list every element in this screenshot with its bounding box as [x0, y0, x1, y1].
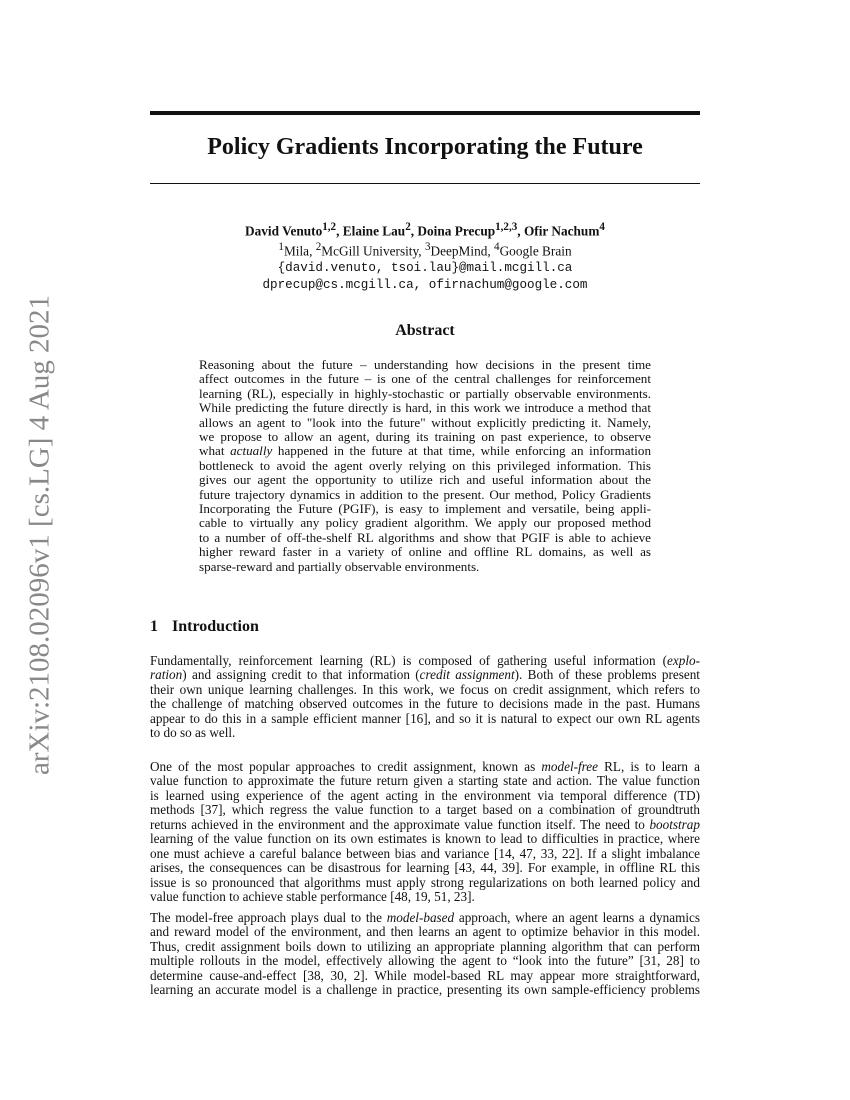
section-number: 1	[150, 618, 158, 635]
text-span: One of the most popular approaches to credit assignment, known as	[150, 759, 542, 774]
text-line	[199, 372, 651, 386]
text-line	[199, 560, 651, 574]
emphasis-text: actually	[230, 443, 273, 459]
text-span: is learned using experience of the agent acting in the environment via temporal difference (TD)	[150, 787, 700, 803]
text-line	[199, 416, 651, 430]
author-names: David Venuto$^{1,2}$, Elaine Lau$^2$, Doina Precup$^{1,2,3}$, Ofir Nachum$^4$	[245, 221, 605, 239]
text-line	[150, 668, 700, 682]
text-line	[150, 954, 700, 968]
text-span: learning (RL), especially in highly-stochastic or partially observable environments.	[199, 385, 651, 401]
affiliation-mark: 2	[315, 241, 322, 254]
text-span: future trajectory dynamics in addition to the present. Our method, Policy Gradients	[199, 486, 651, 502]
text-line	[199, 401, 651, 415]
text-line	[199, 430, 651, 444]
body-paragraph	[150, 911, 700, 998]
affiliation-mark: 4	[494, 241, 500, 254]
text-span: Reasoning about the future – understanding how decisions in the present time	[199, 357, 651, 372]
text-span: what	[199, 443, 231, 459]
affiliation-mark: 3	[424, 241, 431, 254]
text-line	[150, 911, 700, 925]
author-affiliation-mark: 4	[599, 221, 605, 233]
text-span: and reward model of the environment, and then learns an agent to optimize behavior in this model.	[150, 924, 700, 940]
text-span: to a number of off-the-shelf RL algorithms and show that PGIF is able to achieve	[199, 529, 651, 545]
text-span: appear to do this in a sample efficient manner [16], and so it is natural to expect our own RL agents	[150, 710, 700, 726]
text-span: Thus, credit assignment boils down to utilizing an appropriate planning algorithm that can perform	[150, 938, 700, 954]
text-span: happened in the future at that time, while enforcing an information	[272, 443, 651, 459]
text-line	[150, 803, 700, 817]
text-span: ) and assigning credit to that information (	[182, 667, 420, 683]
title-top-rule	[150, 111, 700, 115]
text-line	[150, 861, 700, 875]
section-heading	[150, 618, 259, 636]
text-span: value function to achieve stable performance [48, 19, 51, 23].	[150, 889, 475, 905]
text-span: ). Both of these problems present	[514, 667, 700, 683]
text-span: approach, where an agent learns a dynamics	[454, 910, 700, 925]
text-span: Incorporating the Future (PGIF), is easy to implement and versatile, being appli-	[199, 501, 651, 517]
text-span: bottleneck to avoid the agent overly relying on this privileged information. This	[199, 457, 651, 473]
text-line	[199, 531, 651, 545]
text-span: multiple rollouts in the model, effectively allowing the agent to “look into the future” [31, 28] to	[150, 953, 700, 969]
title-bottom-rule	[150, 183, 700, 184]
text-span: we propose to allow an agent, during its training on past experience, to observe	[199, 429, 651, 445]
text-span: one must achieve a careful balance between bias and variance [14, 47, 33, 22]. If a slight imbalance	[150, 845, 700, 861]
abstract-heading: Abstract	[395, 322, 455, 339]
text-span: arises, the consequences can be disastrous for learning [43, 44, 39]. For example, in offline RL this	[150, 860, 700, 876]
text-line	[150, 847, 700, 861]
text-line	[150, 925, 700, 939]
text-span: learning of the value function on its own estimates is known to lead to difficulties in practice, where	[150, 831, 700, 847]
text-line	[150, 890, 700, 904]
text-line	[199, 387, 651, 401]
abstract-text	[199, 358, 651, 574]
text-line	[150, 969, 700, 983]
text-line	[150, 983, 700, 997]
author-affiliation-mark: 1,2,3	[495, 221, 518, 233]
emphasis-text: ration	[150, 667, 183, 683]
text-span: While predicting the future directly is hard, in this work we introduce a method that	[199, 400, 651, 416]
text-span: determine cause-and-effect [38, 30, 2]. While model-based RL may appear more straightforward,	[150, 967, 700, 983]
section-title: Introduction	[172, 618, 259, 635]
text-line	[199, 488, 651, 502]
text-span: their own unique learning challenges. In this work, we focus on credit assignment, which refers to	[150, 681, 700, 697]
affiliation-name: DeepMind	[430, 243, 488, 259]
text-span: to do so as well.	[150, 725, 236, 741]
text-line	[150, 697, 700, 711]
text-line	[199, 473, 651, 487]
author-affiliation-mark: 2	[405, 221, 411, 233]
affiliations: $^1$Mila, $^2$McGill University, $^3$DeepMind, $^4$Google Brain	[278, 241, 572, 259]
affiliation-mark: 1	[278, 241, 284, 254]
text-span: value function to approximate the future return given a starting state and action. The value function	[150, 773, 700, 789]
text-line	[150, 789, 700, 803]
text-span: methods [37], which regress the value function to a target based on a combination of groundtruth	[150, 802, 700, 818]
text-line	[199, 358, 651, 372]
text-line	[150, 940, 700, 954]
affiliation-name: Google Brain	[499, 243, 572, 259]
text-span: the challenge of matching observed outcomes in the future to decisions made in the past. Humans	[150, 696, 700, 712]
arxiv-side-stamp: arXiv:2108.02096v1 [cs.LG] 4 Aug 2021	[23, 294, 56, 776]
text-span: RL, is to learn a	[598, 759, 700, 774]
text-line	[150, 832, 700, 846]
email-line: {david.venuto, tsoi.lau}@mail.mcgill.ca	[277, 260, 573, 275]
author-name: Doina Precup	[417, 223, 496, 239]
emphasis-text: credit assignment	[419, 667, 515, 683]
author-name: Elaine Lau	[342, 223, 406, 239]
text-line	[199, 545, 651, 559]
emphasis-text: explo-	[667, 653, 700, 668]
text-span: learning an accurate model is a challenge in practice, presenting its own sample-efficiency problems	[150, 982, 700, 998]
text-span: cable to virtually any policy gradient algorithm. We apply our proposed method	[199, 515, 651, 531]
author-affiliation-mark: 1,2	[322, 221, 337, 233]
text-span: allows an agent to "look into the future" without explicitly predicting it. Namely,	[199, 414, 651, 430]
text-line	[150, 876, 700, 890]
text-line	[150, 818, 700, 832]
text-line	[150, 683, 700, 697]
text-span: returns achieved in the environment and the approximate value function itself. The need to	[150, 816, 650, 832]
email-line: dprecup@cs.mcgill.ca, ofirnachum@google.com	[262, 277, 588, 292]
text-line	[150, 726, 700, 740]
text-span: Fundamentally, reinforcement learning (RL) is composed of gathering useful information (	[150, 653, 668, 668]
text-span: sparse-reward and partially observable environments.	[199, 558, 480, 574]
emphasis-text: model-free	[541, 759, 599, 774]
text-line	[199, 502, 651, 516]
text-line	[150, 654, 700, 668]
emphasis-text: model-based	[386, 910, 455, 925]
text-span: The model-free approach plays dual to the	[150, 910, 387, 925]
text-span: higher reward faster in a variety of online and offline RL domains, as well as	[199, 544, 651, 560]
text-line	[150, 712, 700, 726]
text-span: issue is so pronounced that algorithms must apply strong regularizations on both learned policy and	[150, 874, 700, 890]
text-line	[199, 516, 651, 530]
affiliation-name: McGill University	[321, 243, 419, 259]
body-paragraph	[150, 760, 700, 905]
body-paragraph	[150, 654, 700, 741]
text-line	[150, 760, 700, 774]
text-span: affect outcomes in the future – is one of the central challenges for reinforcement	[199, 371, 651, 387]
text-line	[199, 459, 651, 473]
affiliation-name: Mila	[283, 243, 310, 259]
author-name: Ofir Nachum	[523, 223, 600, 239]
emphasis-text: bootstrap	[649, 816, 700, 832]
text-line	[199, 444, 651, 458]
text-line	[150, 774, 700, 788]
paper-title: Policy Gradients Incorporating the Future	[207, 134, 643, 160]
author-name: David Venuto	[245, 223, 323, 239]
text-span: gives our agent the opportunity to utilize rich and useful information about the	[199, 472, 651, 488]
author-block	[150, 219, 700, 294]
